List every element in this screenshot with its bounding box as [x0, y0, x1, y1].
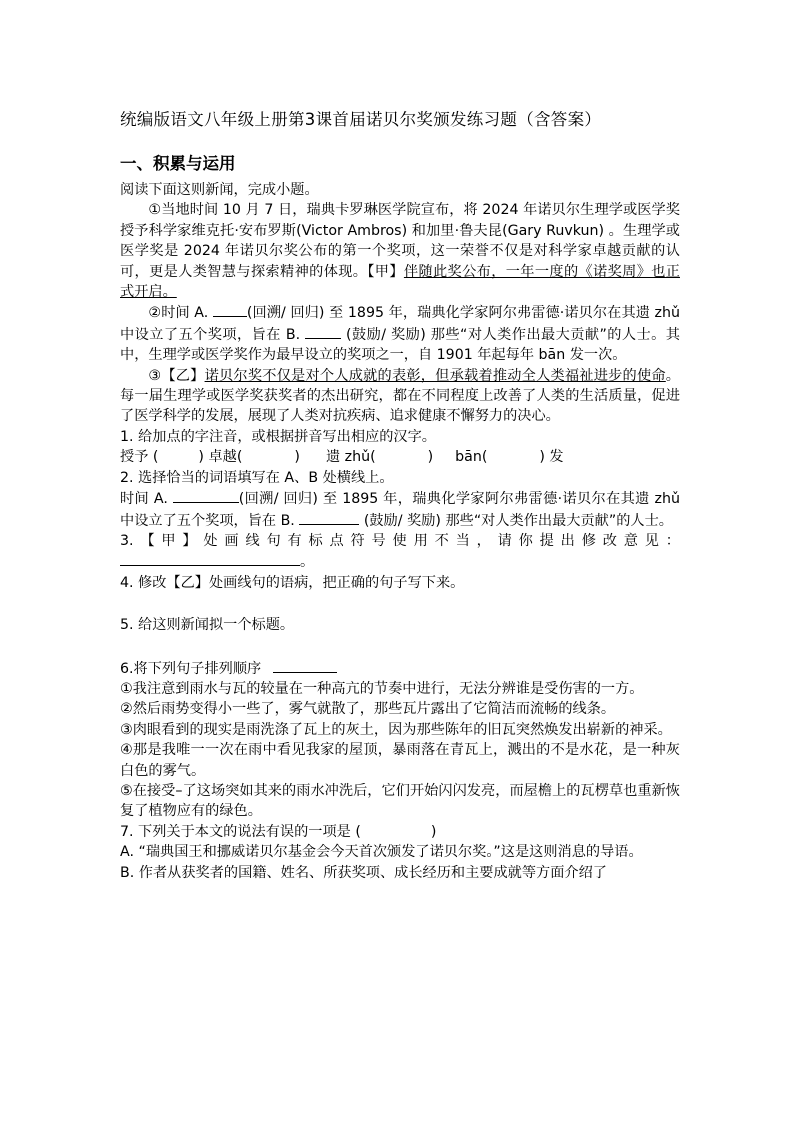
blank-b[interactable]: [305, 324, 341, 339]
q3-char: 有: [287, 532, 302, 549]
mark-yi: ③【乙】: [148, 367, 205, 384]
question-text: 7. 下列关于本文的说法有误的一项是 (: [120, 823, 361, 840]
q3-char: 】: [182, 532, 197, 549]
field-label: 授予 (: [120, 449, 159, 466]
q3-char: 出: [560, 532, 575, 549]
q3-char: 3.: [120, 532, 134, 549]
sentence-3: ③肉眼看到的现实是雨洗涤了瓦上的灰土，因为那些陈年的旧瓦突然焕发出崭新的神采。: [120, 721, 672, 738]
question-text: (回溯/ 回归) 至 1895 年，瑞典化学家阿尔弗雷德·诺贝尔在其遗 zhǔ 中设立了五个奖项，旨在 B.: [120, 491, 680, 529]
paragraph-text: ①当地时间 10 月 7 日，瑞典卡罗琳医学院宣布，将 2024 年诺贝尔生理学或医学奖授予科学家维克托·安布罗斯(Victor Ambros) 和加里·鲁夫昆(Gary Ruvkun) 。生理学或医学奖是 2024 年诺贝尔奖公布的第一个奖项，这一荣誉不仅是对科学家卓越贡献的认可，更是人类智慧与探索精神的体现。: [120, 202, 680, 280]
blank-a[interactable]: [173, 488, 239, 503]
underlined-sentence-yi: 诺贝尔奖不仅是对个人成就的表彰，但承载着推动全人类福祉进步的使命: [204, 367, 666, 384]
answer-blank[interactable]: [120, 551, 300, 566]
document-body: [120, 180, 680, 883]
q3-char: 请: [497, 532, 512, 549]
field-label: ) 发: [539, 449, 564, 466]
underlined-sentence-jia: 伴随此奖公布，一年一度的《诺奖周》也正式开启。: [120, 263, 680, 301]
q3-char: 处: [203, 532, 218, 549]
question-1-fields: [120, 447, 680, 467]
q3-char: 使: [392, 532, 407, 549]
question-1: 1. 给加点的字注音，或根据拼音写出相应的汉字。: [120, 428, 436, 445]
q3-char: 符: [350, 532, 365, 549]
q3-char: 提: [539, 532, 554, 549]
q3-char: 用: [413, 532, 428, 549]
q3-char: 点: [329, 532, 344, 549]
news-paragraph-2: [120, 302, 680, 365]
q3-char: 当: [455, 532, 470, 549]
paragraph-text: (鼓励/ 奖励) 那些“对人类作出最大贡献”的人士。其中，生理学或医学奖作为最早设立的奖项之一，自 1901 年起每年 bān 发一次。: [120, 326, 680, 364]
question-text: (鼓励/ 奖励) 那些“对人类作出最大贡献”的人士。: [359, 512, 673, 529]
q3-char: 改: [602, 532, 617, 549]
question-2-text: [120, 488, 680, 531]
field-label: bān(: [455, 449, 488, 466]
q3-char: ：: [665, 532, 680, 549]
q3-char: 号: [371, 532, 386, 549]
question-2: 2. 选择恰当的词语填写在 A、B 处横线上。: [120, 469, 394, 486]
q3-char: 你: [518, 532, 533, 549]
blank-b[interactable]: [299, 510, 359, 525]
question-text: 时间 A.: [120, 491, 173, 508]
option-a: A. “瑞典国王和挪威诺贝尔基金会今天首次颁发了诺贝尔奖。”这是这则消息的导语。: [120, 844, 643, 861]
period: 。: [300, 554, 315, 571]
sentence-4: ④那是我唯一一次在雨中看见我家的屋顶，暴雨落在青瓦上，溅出的不是水花，是一种灰白色的雾气。: [120, 742, 680, 779]
order-answer-blank[interactable]: [273, 658, 337, 673]
sentence-2: ②然后雨势变得小一些了，雾气就散了，那些瓦片露出了它简洁而流畅的线条。: [120, 701, 616, 718]
sentence-1: ①我注意到雨水与瓦的较量在一种高亢的节奏中进行，无法分辨谁是受伤害的一方。: [120, 680, 644, 697]
q3-char: 标: [308, 532, 323, 549]
q3-char: 句: [266, 532, 281, 549]
news-paragraph-1: [120, 200, 680, 302]
page-title: 统编版语文八年级上册第3课首届诺贝尔奖颁发练习题（含答案）: [120, 110, 602, 129]
question-6: [120, 658, 680, 679]
question-3: [120, 531, 680, 551]
question-text: ): [430, 823, 437, 840]
paragraph-text: (回溯/ 回归) 至 1895 年，瑞典化学家阿尔弗雷德·诺贝尔在其遗 zhǔ 中设立了五个奖项，旨在 B.: [120, 305, 680, 343]
question-text: 6.将下列句子排列顺序: [120, 660, 262, 677]
q3-char: 修: [581, 532, 596, 549]
field-label: ): [427, 449, 434, 466]
q3-char: 见: [644, 532, 659, 549]
question-3-answer-line: [120, 551, 680, 572]
question-5: 5. 给这则新闻拟一个标题。: [120, 617, 295, 634]
mark-jia: 【甲】: [367, 263, 404, 280]
q3-char: 甲: [161, 532, 176, 549]
section-heading: 一、积累与运用: [120, 154, 236, 173]
paragraph-text: ②时间 A.: [148, 305, 213, 322]
q3-char: 不: [434, 532, 449, 549]
option-b: B. 作者从获奖者的国籍、姓名、所获奖项、成长经历和主要成就等方面介绍了: [120, 864, 607, 881]
q3-char: ，: [476, 532, 491, 549]
field-label: ) 卓越(: [198, 449, 243, 466]
news-paragraph-3: [120, 366, 680, 427]
question-7: [120, 822, 680, 842]
q3-char: 意: [623, 532, 638, 549]
sentence-5: ⑤在接受–了这场突如其来的雨水冲洗后，它们开始闪闪发亮，而屋檐上的瓦楞草也重新恢复了植物应有的绿色。: [120, 782, 680, 820]
q3-char: 【: [140, 532, 155, 549]
field-label: ): [294, 449, 300, 466]
field-label: 遗 zhǔ(: [325, 449, 376, 466]
intro-line: 阅读下面这则新闻，完成小题。: [120, 182, 319, 198]
question-4: 4. 修改【乙】处画线句的语病，把正确的句子写下来。: [120, 574, 465, 591]
q3-char: 画: [224, 532, 239, 549]
q3-char: 线: [245, 532, 260, 549]
paragraph-text: 。每一届生理学或医学奖获奖者的杰出研究，都在不同程度上改善了人类的生活质量，促进了医学科学的发展，展现了人类对抗疾病、追求健康不懈努力的决心。: [120, 367, 680, 425]
blank-a[interactable]: [213, 302, 247, 317]
